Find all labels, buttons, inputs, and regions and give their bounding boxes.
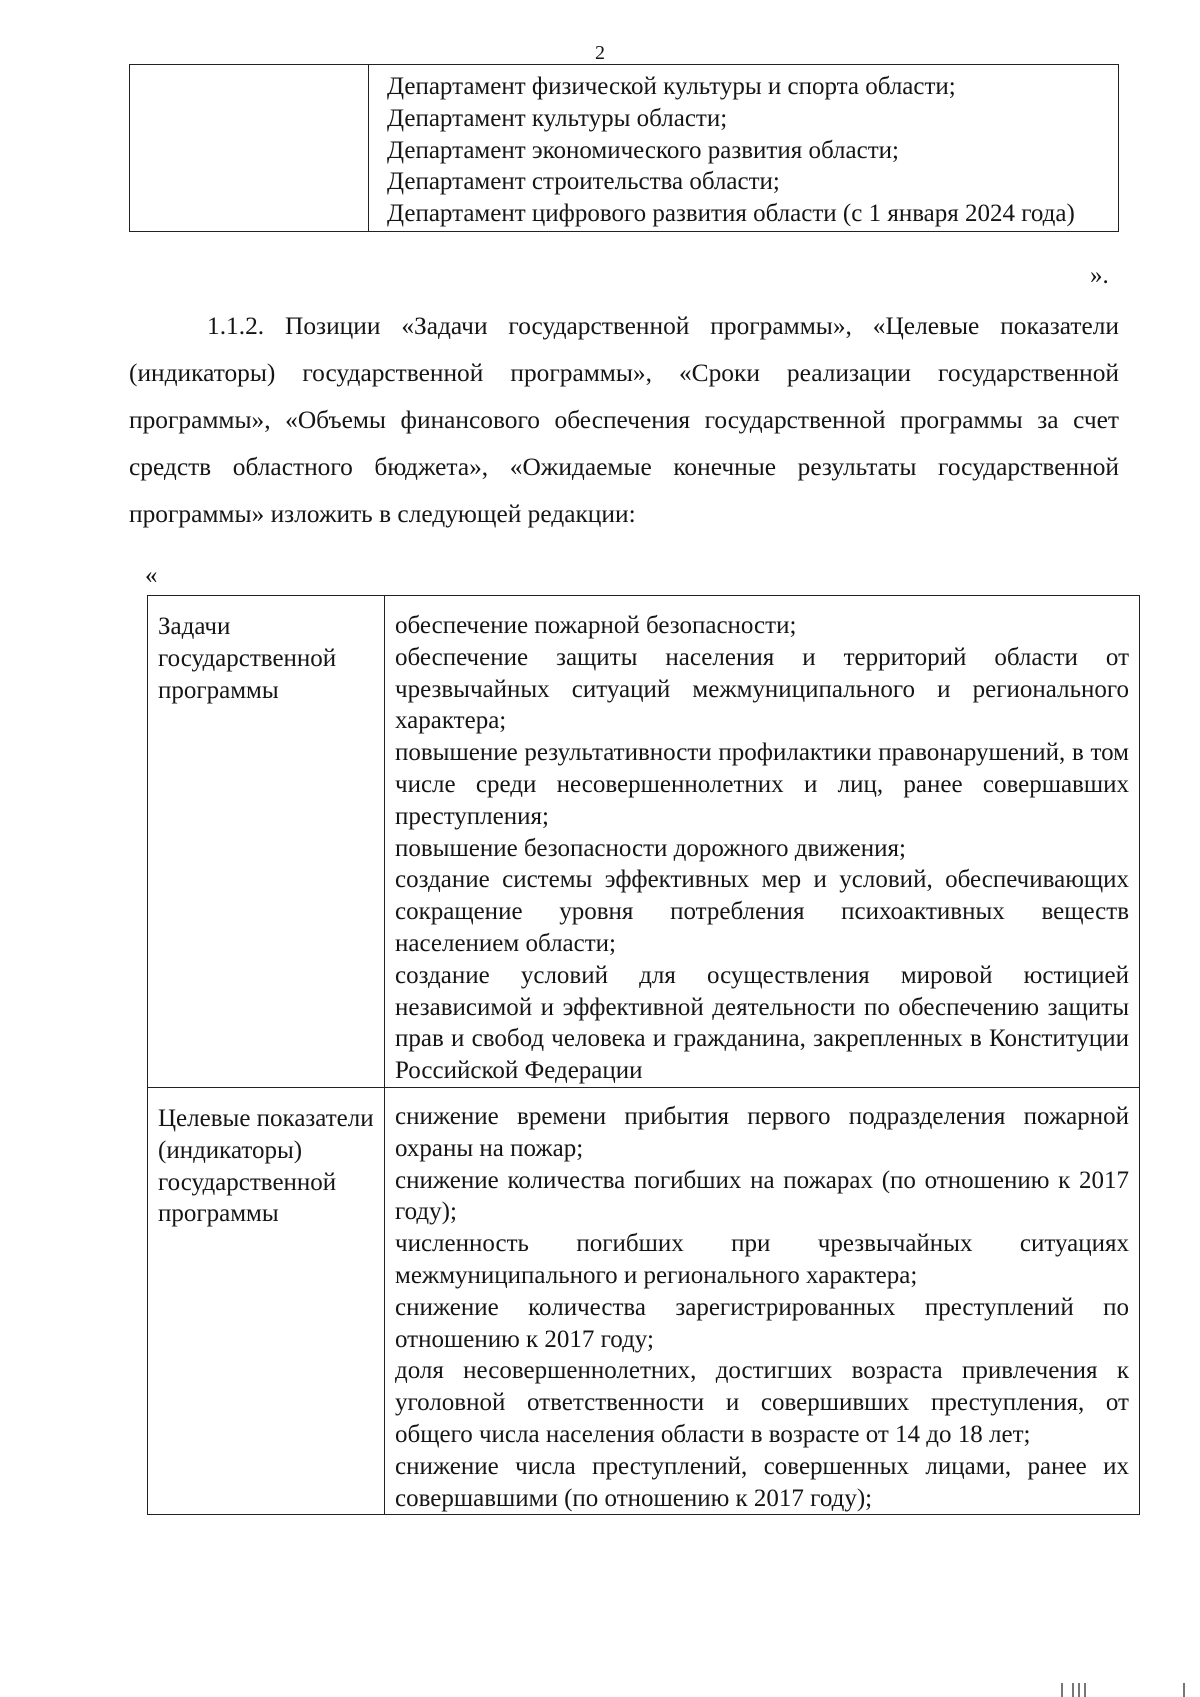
task-item: создание условий для осуществления мировой юстицией независимой и эффективной деятельности по обеспечению защиты прав и свобод человека и гражданина, закрепленных в Конституции Российской Федерации (395, 961, 1129, 1085)
empty-label-cell (130, 65, 369, 232)
scan-mark (1072, 1683, 1074, 1697)
indicators-cell (385, 1087, 1140, 1514)
indicator-item: доля несовершеннолетних, достигших возраста привлечения к уголовной ответственности и совершивших преступления, от общего числа населения области в возрасте от 14 до 18 лет; (395, 1357, 1129, 1448)
table-row-tasks (148, 596, 1140, 1088)
scan-mark (1061, 1683, 1063, 1697)
tasks-cell (385, 596, 1140, 1088)
task-item: обеспечение защиты населения и территорий области от чрезвычайных ситуаций межмуниципального и регионального характера; (395, 643, 1129, 735)
task-item: повышение результативности профилактики правонарушений, в том числе среди несовершеннолетних и лиц, ранее совершавших преступления; (395, 739, 1129, 830)
indicator-item: снижение времени прибытия первого подразделения пожарной охраны на пожар; (395, 1102, 1129, 1162)
program-passport-table (147, 595, 1140, 1515)
scan-mark (1078, 1683, 1080, 1697)
page-number: 2 (595, 42, 605, 64)
department-line: Департамент цифрового развития области (с 1 января 2024 года) (387, 200, 1075, 228)
opening-quote-mark: « (145, 562, 158, 589)
row-label-indicators: Целевые показатели (индикаторы) государственной программы (148, 1087, 385, 1514)
task-item: повышение безопасности дорожного движения; (395, 834, 906, 862)
department-line: Департамент экономического развития области; (387, 136, 899, 164)
table-row-indicators (148, 1087, 1140, 1514)
indicator-item: снижение числа преступлений, совершенных лицами, ранее их совершавшими (по отношению к 2017 году); (395, 1452, 1129, 1512)
scan-mark (1084, 1683, 1086, 1697)
scan-mark (1183, 1683, 1185, 1697)
task-item: обеспечение пожарной безопасности; (395, 612, 797, 639)
table-row (130, 65, 1119, 232)
indicator-item: снижение количества погибших на пожарах (по отношению к 2017 году); (395, 1166, 1129, 1226)
amendment-paragraph: 1.1.2. Позиции «Задачи государственной программы», «Целевые показатели (индикаторы) государственной программы», «Сроки реализации государственной программы», «Объемы финансового обеспечения государственной программы за счет средств областного бюджета», «Ожидаемые конечные результаты государственной программы» изложить в следующей редакции: (129, 312, 1119, 528)
department-line: Департамент культуры области; (387, 104, 728, 132)
closing-quote-mark: ». (1090, 262, 1109, 289)
department-line: Департамент физической культуры и спорта области; (387, 73, 956, 100)
departments-table (129, 64, 1119, 232)
department-line: Департамент строительства области; (387, 168, 780, 196)
indicator-item: снижение количества зарегистрированных преступлений по отношению к 2017 году; (395, 1293, 1129, 1353)
row-label-tasks: Задачи государственной программы (148, 596, 385, 1088)
departments-cell (369, 65, 1119, 232)
task-item: создание системы эффективных мер и условий, обеспечивающих сокращение уровня потребления психоактивных веществ населением области; (395, 866, 1129, 957)
indicator-item: численность погибших при чрезвычайных ситуациях межмуниципального и регионального характера; (395, 1230, 1129, 1289)
